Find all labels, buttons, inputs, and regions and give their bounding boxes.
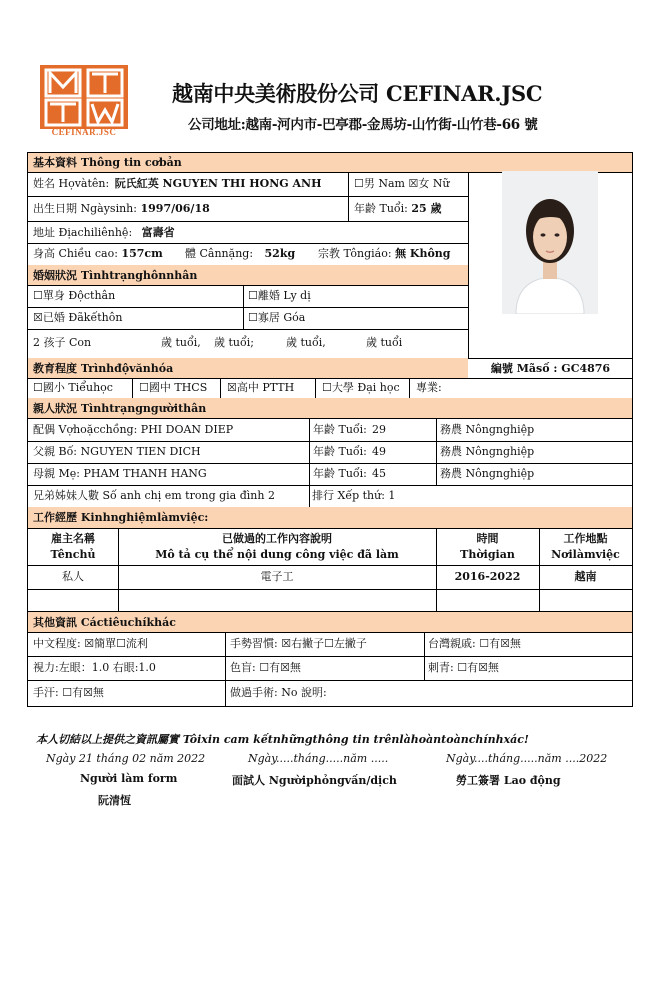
family-job: 務農 Nôngnghiệp bbox=[440, 445, 535, 458]
work-head-place-vn: Nơilàmviệc bbox=[551, 548, 620, 561]
family-age: 49 bbox=[372, 445, 386, 458]
address-label: 地址 Địachiliênhệ: bbox=[33, 226, 133, 239]
family-row-father bbox=[28, 441, 632, 463]
dob-field bbox=[28, 196, 348, 221]
work-head-employer-vn: Tênchủ bbox=[50, 548, 96, 561]
marital-widowed: ☐寡居 Góa bbox=[248, 311, 306, 324]
work-head-time-cn: 時間 bbox=[476, 532, 499, 545]
marital-divorced: ☐離婚 Ly dị bbox=[248, 289, 311, 302]
edu-university: ☐大學 Đại học bbox=[322, 381, 400, 394]
religion-value: 無 Không bbox=[395, 247, 451, 260]
work-employer: 私人 bbox=[62, 570, 84, 583]
section-work: 工作經歷 Kinhnghiệmlàmviệc: bbox=[28, 507, 632, 528]
dob-label: 出生日期 Ngàysinh: bbox=[33, 202, 137, 215]
work-time: 2016-2022 bbox=[454, 570, 521, 583]
section-family: 親人狀況 Tìnhtrạngngườithân bbox=[28, 398, 632, 418]
weight-value: 52kg bbox=[264, 247, 296, 260]
height-value: 157cm bbox=[121, 247, 163, 260]
work-head-place bbox=[539, 528, 632, 565]
height-label: 身高 Chiều cao: bbox=[33, 247, 118, 260]
company-name: 越南中央美術股份公司 CEFINAR.JSC bbox=[172, 81, 543, 106]
age-field bbox=[351, 196, 468, 221]
edu-high: ☒高中 PTTH bbox=[227, 381, 295, 394]
signer-name: 阮清恆 bbox=[98, 794, 131, 807]
date-labor: Ngày....tháng.....năm ....2022 bbox=[446, 752, 608, 765]
height-field bbox=[28, 243, 183, 265]
work-place: 越南 bbox=[574, 570, 597, 583]
company-address: 公司地址:越南-河内市-巴亭郡-金馬坊-山竹街-山竹巷-66 號 bbox=[188, 117, 538, 133]
work-head-place-cn: 工作地點 bbox=[563, 532, 608, 545]
section-basic-title: 基本資料 Thông tin cơbản bbox=[33, 156, 182, 169]
date-interviewer: Ngày.....tháng.....năm ..... bbox=[248, 752, 389, 765]
section-basic-info bbox=[28, 153, 632, 172]
work-head-employer-cn: 雇主名稱 bbox=[51, 532, 95, 545]
address-value: 富壽省 bbox=[141, 226, 175, 239]
work-head-time bbox=[436, 528, 539, 565]
sibling-order: 排行 Xếp thứ: 1 bbox=[312, 489, 396, 502]
other-chinese: 中文程度: ☒簡單☐流利 bbox=[33, 637, 148, 650]
work-head-desc bbox=[118, 528, 436, 565]
other-sweat: 手汗: ☐有☒無 bbox=[33, 686, 104, 699]
applicant-code: 編號 Mãsố : GC4876 bbox=[490, 362, 611, 375]
edu-secondary: ☐國中 THCS bbox=[139, 381, 208, 394]
siblings-count: 兄弟姊妹人數 Số anh chị em trong gia đình 2 bbox=[33, 489, 275, 502]
date-worker: Ngày 21 tháng 02 năm 2022 bbox=[46, 752, 206, 765]
family-age-label: 年齡 Tuổi: bbox=[313, 445, 367, 458]
family-job: 務農 Nôngnghiệp bbox=[440, 467, 535, 480]
family-relation: 父親 Bố: NGUYEN TIEN DICH bbox=[33, 445, 201, 458]
children-count: 2 孩子 Con bbox=[33, 336, 92, 349]
name-label: 姓名 Họvàtên: bbox=[33, 177, 110, 190]
weight-label: 體 Cânnặng: bbox=[185, 247, 254, 260]
marital-married: ☒已婚 Đãkếthôn bbox=[33, 311, 123, 324]
other-hand: 手勢習慣: ☒右撇子☐左撇子 bbox=[230, 637, 367, 650]
signature-interviewer: 面試人 Ngườiphỏngvấn/dịch bbox=[232, 774, 397, 787]
other-tattoo: 刺青: ☐有☒無 bbox=[428, 661, 499, 674]
edu-major: 專業: bbox=[416, 381, 442, 394]
gender-field: ☐男 Nam ☒女 Nữ bbox=[354, 177, 450, 190]
religion-field bbox=[318, 243, 468, 265]
name-field bbox=[28, 172, 348, 196]
family-age-label: 年齡 Tuổi: bbox=[313, 423, 367, 436]
family-row-spouse bbox=[28, 418, 632, 441]
work-head-desc-vn: Mô tả cụ thể nội dung công việc đã làm bbox=[155, 548, 399, 561]
signature-form-maker: Người làm form bbox=[80, 772, 178, 785]
dob-value: 1997/06/18 bbox=[140, 202, 210, 215]
family-relation: 母親 Mẹ: PHAM THANH HANG bbox=[33, 467, 207, 480]
age-value: 25 歲 bbox=[411, 202, 442, 215]
work-head-time-vn: Thờigian bbox=[460, 548, 515, 561]
other-taiwan: 台灣親戚: ☐有☒無 bbox=[428, 637, 521, 650]
applicant-photo bbox=[502, 171, 598, 314]
other-surgery: 做過手術: No 說明: bbox=[230, 686, 327, 699]
logo-text: CEFINAR.JSC bbox=[51, 127, 117, 137]
marital-single: ☐單身 Độcthân bbox=[33, 289, 116, 302]
work-head-desc-cn: 已做過的工作內容說明 bbox=[222, 532, 332, 545]
work-head-employer bbox=[28, 528, 118, 565]
edu-primary: ☐國小 Tiểuhọc bbox=[33, 381, 113, 394]
family-age-label: 年齡 Tuổi: bbox=[313, 467, 367, 480]
family-job: 務農 Nôngnghiệp bbox=[440, 423, 535, 436]
family-age: 29 bbox=[372, 423, 386, 436]
address-field bbox=[28, 221, 468, 243]
religion-label: 宗教 Tôngiáo: bbox=[318, 247, 392, 260]
family-relation: 配偶 Vợhoặcchồng: PHI DOAN DIEP bbox=[33, 423, 234, 436]
family-age: 45 bbox=[372, 467, 386, 480]
section-marital: 婚姻狀況 Tìnhtrạnghônnhân bbox=[28, 265, 468, 285]
section-education: 教育程度 Trìnhđộvănhóa bbox=[28, 358, 468, 378]
weight-field bbox=[185, 243, 315, 265]
work-desc: 電子工 bbox=[260, 570, 294, 583]
other-colorblind: 色盲: ☐有☒無 bbox=[230, 661, 301, 674]
section-other: 其他資訊 Cáctiêuchíkhác bbox=[28, 612, 632, 632]
child-age-4: 歲 tuổi bbox=[366, 336, 403, 349]
pledge-text: 本人切結以上提供之資訊屬實 Tôixin cam kếtnhữngthông tin trênlàhoàntoànchínhxác! bbox=[36, 733, 529, 746]
name-value: 阮氏紅英 NGUYEN THI HONG ANH bbox=[114, 177, 322, 190]
other-vision: 視力:左眼：1.0 右眼:1.0 bbox=[33, 661, 156, 674]
child-age-2: 歲 tuổi; bbox=[214, 336, 254, 349]
family-row-mother bbox=[28, 463, 632, 485]
child-age-1: 歲 tuổi, bbox=[161, 336, 201, 349]
age-label: 年齡 Tuổi: bbox=[354, 202, 408, 215]
signature-labor: 勞工簽署 Lao động bbox=[456, 774, 561, 787]
child-age-3: 歲 tuổi, bbox=[286, 336, 326, 349]
